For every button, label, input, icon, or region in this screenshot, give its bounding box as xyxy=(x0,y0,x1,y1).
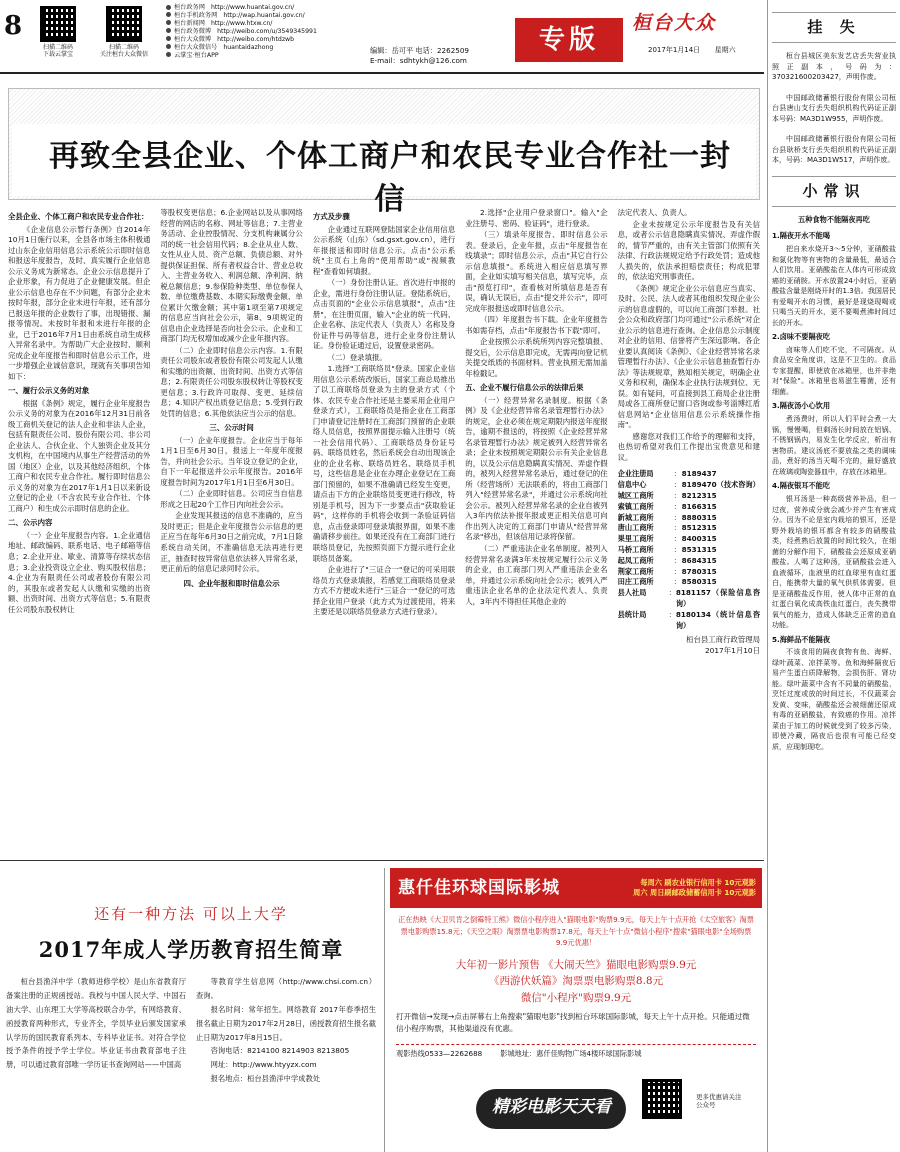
contact-label: 荆家工商所 xyxy=(617,566,654,576)
ad-website[interactable]: 网址：http://www.htyyzx.com xyxy=(210,1060,317,1070)
paragraph: （二）企业即时信息。公司应当自信息形成之日起20个工作日内向社会公示。 xyxy=(160,489,303,509)
cinema-hotline: 观影热线0533—2262688 xyxy=(396,1049,483,1058)
contact-sep: ： xyxy=(673,544,681,554)
paragraph: 企业未按规定公示年度报告及有关信息，或者公示信息隐瞒真实情况、弄虚作假的，情节严重的，由有关主管部门依照有关法律、行政法规规定给予行政处罚；造成他人损失的，依法承担赔偿责任；构成犯罪的，依法追究刑事责任。 xyxy=(617,219,761,282)
paragraph: 《企业信息公示暂行条例》自2014年10月1日施行以来，全县各市场主体积极通过山东企业信用信息公示系统公示即时信息和报送年度报告，及时、真实履行企业信息公示义务成为新常态。企业公示信息提升了企业形象，有力促进了企业健康发展。但企业公示信息也存在不少问题，有部分企业未按时年报，部分企业未进行年报，还有部分已报送年报的企业数行了事，出现错报、漏报等情况。未按时年报和未进行年报的企业，已于2016年7月1日由系统自动生成移入异常名录中。为帮助广大企业按时、顺利完成企业年度报告和即时信息公示工作，进一步增强企业诚信意识，现就有关事项告知如下： xyxy=(8,224,151,381)
contact-number: 8166315 xyxy=(681,501,717,511)
section-heading: 一、履行公示义务的对象 xyxy=(8,386,90,396)
contact-label: 田庄工商所 xyxy=(617,577,654,587)
ad-query-site[interactable]: 等教育学生信息网（http://www.chsi.com.cn）查询。 xyxy=(196,977,376,1000)
contact-sep: ： xyxy=(673,577,681,587)
article-column-2 xyxy=(160,208,302,850)
contact-row xyxy=(618,469,760,480)
paragraph: 企业进行了"三证合一"登记的可采用联络员方式登录填报，若感觉工商联络员登录方式不方便或未进行"三证合一"登记的可选择企业用户登录（此方式为过渡使用，将来主要还是以联络员登录方式进行登录）。 xyxy=(312,565,456,617)
ad-phone: 咨询电话：8214100 8214903 8213805 xyxy=(210,1046,350,1056)
masthead-logo: 桓台大众 xyxy=(632,12,717,34)
date: 2017年1月14日 xyxy=(648,46,701,54)
tips-title: 小常识 xyxy=(772,176,896,207)
lost-notice: 桓台县城区美东发艺店丢失营业执照正副本，号码为：370321600203427，声明作废。 xyxy=(772,52,896,82)
tip-paragraph: 卤味等人们吃不完，不可隔夜。从食品安全角度讲，这是不卫生的。食品专家提醒，即使放在冰箱里，也并非绝对"保险"。冰箱里也易滋生霉菌，还有细菌。 xyxy=(772,345,896,396)
editor-email: E-mail：sdhtykh@126.com xyxy=(370,55,467,65)
column-divider xyxy=(767,0,768,1152)
header-rule xyxy=(0,72,764,74)
cinema-promo xyxy=(633,878,762,898)
paragraph: 根据《条例》规定，履行企业年度报告公示义务的对象为在2016年12月31日前各级工商机关登记的法人企业和非法人企业，包括有限责任公司、股份有限公司、非公司企业法人、合伙企业、个人独资企业及其分支机构，在中国境内从事生产经营活动的外国（地区）企业，以及其他经济组织、个体工商户和农民专业合作社。履行即时信息公示义务的对象为在2017年1月1日以来新设立登记的企业（不含农民专业合作社、个体工商户）和生成公示即时信息的企业。 xyxy=(8,398,151,513)
website-row[interactable]: 桓台手机政务网 http://wap.huantai.gov.cn/ xyxy=(166,12,366,20)
contact-row xyxy=(618,577,760,588)
bullet-icon xyxy=(166,28,171,33)
contact-label: 信息中心 xyxy=(617,480,647,490)
qr-caption: 扫描二维码 下载云掌宝 xyxy=(42,44,73,59)
qr-caption: 更多优惠请关注公众号 xyxy=(696,1093,742,1110)
bullet-icon xyxy=(166,5,171,10)
contact-row xyxy=(618,480,760,491)
contact-sep: ： xyxy=(673,490,681,500)
paragraph: 企业按照公示系统所列内容完整填报、提交后，公示信息即完成，无需再向登记机关提交纸质的书面材料。营业执照无需加盖年检戳记。 xyxy=(465,337,608,378)
ad-divider xyxy=(384,868,385,1152)
contact-sep: ： xyxy=(673,480,681,490)
article-body xyxy=(8,208,760,850)
contact-row xyxy=(618,556,760,567)
contact-row xyxy=(618,545,760,556)
contact-sep: ： xyxy=(673,534,681,544)
article-title: 再致全县企业、个体工商户和农民专业合作社一封信 xyxy=(49,139,731,217)
contact-row xyxy=(618,502,760,513)
qr-caption: 扫描二维码 关注桓台大众微信 xyxy=(99,44,148,59)
website-row[interactable]: 桓台政务微博 http://weibo.com/u/3549345991 xyxy=(166,28,366,36)
article-column-3 xyxy=(313,208,455,850)
section-heading: 全县企业、个体工商户和农民专业合作社： xyxy=(8,212,149,221)
contact-row xyxy=(618,534,760,545)
weekday: 星期六 xyxy=(714,46,736,54)
lost-notice-title: 挂 失 xyxy=(772,12,896,43)
page-number: 8 xyxy=(0,0,26,52)
education-ad xyxy=(6,868,376,1152)
paragraph: 企业通过互联网登陆国家企业信用信息公示系统（山东）（sd.gsxt.gov.cn），进行年报报送和即时信息公示。点击"公示系统"主页右上角的"使用帮助"或"视频教程"查看如何填报。 xyxy=(312,224,456,276)
contact-label: 城区工商所 xyxy=(617,490,654,500)
contact-label: 企业注册局 xyxy=(617,469,654,479)
tip-heading: 2.卤味不要隔夜吃 xyxy=(772,332,831,342)
website-row[interactable]: 桓台新闻网 http://www.htxw.cn/ xyxy=(166,20,366,28)
paragraph: （一）企业年度报告内容。1.企业通信地址、邮政编码、联系电话、电子邮箱等信息；2.企业开业、歇业、清算等存续状态信息；3.企业投资设立企业、购买股权信息；4.企业为有限责任公司或者股份有限公司的，其股东或者发起人认缴和实缴的出资额、出资时间、出资方式等信息；5.有限责任公司股东股权转让 xyxy=(8,530,151,614)
paragraph: 《条例》规定企业公示信息应当真实、及时。公民、法人或者其他组织发现企业公示的信息虚假的，可以向工商部门举报。社会公众和政府部门均可通过"公示系统"对企业公示的信息进行查询。企业信息公示制度对企业的信用、信誉将产生深远影响。各企业要认真阅读《条例》、《企业经营异常名录管理暂行办法》、《企业公示信息抽查暂行办法》等法规规章，熟知相关规定，明确企业义务和权利，确保本企业执行法规到位、无误。如有疑问，可直接到县工商局企业注册局或各工商所登记窗口咨询或参考淄博红盾信息网站"企业信用信息公示系统操作指南"。 xyxy=(617,283,761,430)
presale-line: 大年初一影片预售 《大闹天竺》猫眼电影购票9.9元 xyxy=(455,958,697,971)
section-heading: 二、公示内容 xyxy=(8,518,53,528)
tip-paragraph: 银耳汤是一种高级营养补品，但一过夜，营养成分就会减少并产生有害成分。因为不论是室内栽培的银耳，还是野外栽培的银耳都含有较多的硝酸盐类，经煮熟后放置的时间比较久，在细菌的分解作用下，硝酸盐会还原成亚硝酸盐。人喝了这种汤，亚硝酸盐会进入血液循环，血液里的红血球里有血红蛋白，能携带大量的氧气供机体需要。但是亚硝酸盐反作用，使人体中正常的血红蛋白氧化成高铁血红蛋白，丧失携带氧气的能力，造成人体缺乏正常的造血功能。 xyxy=(772,495,896,629)
qr-icon xyxy=(642,1079,682,1119)
cinema-footer xyxy=(396,1044,756,1148)
signoff-date: 2017年1月10日 xyxy=(704,645,761,655)
contact-label: 唐山工商所 xyxy=(617,523,654,533)
contact-sep: ： xyxy=(673,523,681,533)
section-banner: 专版 xyxy=(515,18,623,62)
contact-number: 8531315 xyxy=(681,544,717,554)
contact-label: 县统计局 xyxy=(617,609,647,619)
qr-icon xyxy=(40,6,76,42)
website-row[interactable]: 桓台大众微信号 huantaidazhong xyxy=(166,44,366,52)
promo-line: 每周六 刷农业银行信用卡 10元观影 xyxy=(640,877,756,887)
paragraph: （二）严重违法企业名单制度。被列入经营异常名录满3年未按规定履行公示义务的企业，由工商部门列入严重违法企业名单，并通过公示系统向社会公示；被列入严重违法企业名单的企业法定代表人、负责人，3年内不得担任其他企业的 xyxy=(465,543,608,606)
ad-slogan: 还有一种方法 可以上大学 xyxy=(94,905,288,923)
paragraph: （二）登录填报。 xyxy=(327,352,387,362)
promo-line: 周六 周日刷邮政储蓄信用卡 10元观影 xyxy=(633,888,756,897)
article-column-5 xyxy=(618,208,760,850)
presale-line: 《西游伏妖篇》淘票票电影购票8.8元 xyxy=(488,975,664,988)
contact-sep: ： xyxy=(673,469,681,479)
contact-number: 8212315 xyxy=(681,490,717,500)
contact-number: 8189470（技术咨询） xyxy=(681,480,760,490)
bullet-icon xyxy=(166,12,171,17)
contact-label: 县人社局 xyxy=(617,588,647,598)
paragraph: （一）经营异常名录制度。根据《条例》及《企业经营异常名录管理暂行办法》的规定，企业必须在规定期限内报送年度报告，逾期不报送的，将按照《企业经营异常名录管理暂行办法》规定被列入经营异常名录；企业未按照规定期限公示有关企业信息的，以及公示信息隐瞒真实情况、弄虚作假的，被列入经营异常名录后，通过登记的住所（经营场所）无法联系的，将由工商部门列入"经营异常名录"，并通过公示系统向社会公示。被列入经营异常名录的企业自被列入3年内依法补报年报或更正相关信息可向作出列入决定的工商部门申请从"经营异常名录"移出，但该信用记录将保留。 xyxy=(465,395,608,542)
ad-address: 报名地点：桓台县渔洋中学成教处 xyxy=(210,1074,321,1084)
paragraph: 2.选择"企业用户登录窗口"。输入"企业注册号、密码、验证码"，进行登录。 xyxy=(465,208,608,228)
section-heading: 五、企业不履行信息公示的法律后果 xyxy=(465,383,584,393)
editor-info xyxy=(370,46,469,65)
contact-sep: ： xyxy=(673,512,681,522)
contact-number: 8189437 xyxy=(681,469,717,479)
bullet-icon xyxy=(166,52,171,57)
cinema-qr[interactable] xyxy=(642,1079,690,1127)
paragraph: 感谢您对我们工作给予的理解和支持，也热切希望对我们工作提出宝贵意见和建议。 xyxy=(617,431,761,462)
contact-sep: ： xyxy=(673,566,681,576)
cinema-header xyxy=(390,868,762,908)
article-column-4 xyxy=(465,208,607,850)
contact-sep: ： xyxy=(668,588,676,598)
tip-heading: 4.隔夜银耳不能吃 xyxy=(772,481,831,491)
contact-number: 8400315 xyxy=(681,534,717,544)
contact-row xyxy=(618,588,760,610)
cinema-ad xyxy=(390,868,762,1152)
paragraph: （三）填录年度报告、即时信息公示表。登录后，企业年报，点击"年度报告在线填录"；即时信息公示，点击"其它自行公示信息填报"。系统进入相应信息填写界面，企业如实填写相关信息，填写完毕，点击"预览打印"，查看核对所填信息是否有误，确认无误后，点击"提交并公示"，即可完成年报报送或即时信息公示。 xyxy=(465,230,608,313)
qr-code-wechat[interactable] xyxy=(96,6,152,58)
tips-list xyxy=(772,231,896,752)
qr-icon xyxy=(106,6,142,42)
contact-label: 马桥工商所 xyxy=(617,544,654,554)
presale-line: 微信"小程序"购票9.9元 xyxy=(520,992,632,1005)
section-heading: 四、企业年报和即时信息公示 xyxy=(183,578,280,588)
website-row[interactable]: 桓台政务网 http://www.huantai.gov.cn/ xyxy=(166,4,366,12)
paragraph: 1.选择"工商联络员"登录。国家企业信用信息公示系统改版后，国家工商总局推出了以工商联络员登录为主的登录方式（个体、农民专业合作社还是主要采用企业用户登录方式），工商联络员是指企业在工商部门申请登记注册时在工商部门预留的企业联络人员信息，按照界面提示输入注册号（统一社会信用代码）、工商联络员身份证号码、联络员姓名，然后系统会自动出现该企业的企业名称、联络员姓名、联络员手机号，这些信息是企业在办理企业登记在工商部门预留的，如果不准确请已经发生变更，请点击下方的企业联络员变更进行修改，特别是手机号，因为下一步要点击"获取验证码"，这样你的手机将会收到一条验证码信息，点击登录即可登录填报界面，如果不准确请移步前往。如果还没有在工商部门进行联络员登记，先按照页面下方提示进行企业联络员备案。 xyxy=(312,364,456,563)
lost-notices xyxy=(772,51,896,166)
contact-number: 8684315 xyxy=(681,555,717,565)
contact-label: 索镇工商所 xyxy=(617,501,654,511)
tip-paragraph: 不该食用的隔夜食物有鱼、海鲜、绿叶蔬菜、凉拌菜等。鱼和海鲜隔夜后易产生蛋白质降解物，会损伤肝、肾功能。绿叶蔬菜中含有不同量的硝酸盐，烹饪过度或放的时间过长，不仅蔬菜会发黄、变味，硝酸盐还会被细菌还原成有毒的亚硝酸盐，有致癌的作用。凉拌菜由于加工的时候就受到了较多污染，即使冷藏，隔夜后也很有可能已经变质，应现制现吃。 xyxy=(772,648,896,751)
contact-row xyxy=(618,491,760,502)
bullet-icon xyxy=(166,44,171,49)
contact-sep: ： xyxy=(673,555,681,565)
tip-paragraph: 把自来水烧开3～5分钟，亚硝酸盐和氯化物等有害物的含量最低，最适合人们饮用。亚硝酸盐在人体内可形成致癌的亚硝胺。开水放置24小时后，亚硝酸盐含量是刚烧开时的1.3倍。我国居民有爱喝开水的习惯，最好是现烧现喝或只喝当天的开水，更不要喝煮沸时间过长的开水。 xyxy=(772,245,896,327)
editor-line: 编辑：岳可平 电话：2262509 xyxy=(370,46,469,55)
contact-number: 8180134（统计信息咨询） xyxy=(675,609,761,630)
qr-code-download[interactable] xyxy=(30,6,86,58)
contact-sep: ： xyxy=(673,501,681,511)
cinema-address: 影城地址：惠仟佳购物广场4楼环球国际影城 xyxy=(500,1049,642,1058)
signoff-org: 桓台县工商行政管理局 xyxy=(686,635,761,645)
cinema-slogan: 精彩电影天天看 xyxy=(492,1097,611,1117)
lost-notice: 中国邮政储蓄银行股份有限公司桓台县唐山支行丢失组织机构代码证正副本号码：MA3D1W955，声明作废。 xyxy=(772,93,896,123)
bullet-icon xyxy=(166,36,171,41)
section-heading: 三、公示时间 xyxy=(209,423,254,433)
contact-row xyxy=(618,610,760,632)
paragraph: 法定代表人、负责人。 xyxy=(617,208,692,217)
contact-number: 8512315 xyxy=(681,523,717,533)
tip-heading: 1.隔夜开水不能喝 xyxy=(772,231,831,241)
contact-number: 8181157（保险信息咨询） xyxy=(675,588,761,608)
tip-heading: 5.海鲜品不能隔夜 xyxy=(772,634,831,644)
contact-sep: ： xyxy=(668,609,676,619)
cinema-howto: 打开微信→发现→点击屏幕右上角搜索"猫眼电影"找到桓台环球国际影城，每天上午十点开抢。只能通过微信小程序购票，其他渠道没有优惠。 xyxy=(396,1011,750,1034)
contact-label: 果里工商所 xyxy=(617,534,654,544)
bullet-icon xyxy=(166,20,171,25)
tip-paragraph: 煮汤费时，所以人们平时会煮一大锅，慢慢喝，但剩汤长时间放在铝锅、不锈钢锅内，易发生化学反应，析出有害物质。建议汤底不要放盐之类的调味品，煮好的汤当天喝不完的，最好盛放在玻璃或陶瓷器皿中，存放在冰箱里。 xyxy=(772,415,896,476)
contact-row xyxy=(618,567,760,578)
website-list xyxy=(166,4,366,60)
contact-number: 8880315 xyxy=(681,512,717,522)
sidebar xyxy=(772,12,896,754)
paragraph: 等股权变更信息；6.企业网站以及从事网络经营的网店的名称、网址等信息；7.主营业务活动、企业控股情况、分支机构兼属分公司的统一社会信用代码；8.企业从业人数、女性从业人员、资产总额、负债总额、对外提供保证担保、所有者权益合计、营业总收入、主营业务收入、利润总额、净利润、纳税总额信息；9.参保险种类型、单位参保人数、单位缴费基数、本期实际缴费金额、单位累计欠缴金额；其中第1项至第7项规定的信息应当向社会公示，第8、9项规定的信息由企业选择是否向社会公示。企业和工商部门均无权增加或减少企业年报内容。 xyxy=(160,208,303,344)
contact-row xyxy=(618,523,760,534)
contact-label: 起凤工商所 xyxy=(617,555,654,565)
cinema-name: 惠仟佳环球国际影城 xyxy=(398,877,560,898)
paragraph: （一）企业年度报告。企业应当于每年1月1日至6月30日，报送上一年度年度报告，并向社会公示。当年设立登记的企业，自下一年起报送并公示年度报告。2016年度报告时间为2017年1月1日至6月30日。 xyxy=(160,435,303,487)
ad-title: 2017年成人学历教育招生简章 xyxy=(38,937,344,963)
website-row[interactable]: 桓台大众微博 http://weibo.com/htdzwb xyxy=(166,36,366,44)
section-heading: 方式及步骤 xyxy=(312,212,350,221)
tip-heading: 3.隔夜汤小心饮用 xyxy=(772,401,831,411)
contact-row xyxy=(618,513,760,524)
paragraph: （四）年度报告书下载。企业年度报告书如需存档，点击"年度报告书下载"即可。 xyxy=(465,315,608,335)
article-column-1 xyxy=(8,208,150,850)
tips-subtitle: 五种食物不能隔夜再吃 xyxy=(798,215,870,225)
issue-date xyxy=(648,46,736,55)
website-row[interactable]: 云掌宝·桓台APP xyxy=(166,52,366,60)
paragraph: （二）企业即时信息公示内容。1.有限责任公司股东或者股份有限公司发起人认缴和实缴的出资额、出资时间、出资方式等信息；2.有限责任公司股东股权转让等股权变更信息；3.行政许可取得、变更、延续信息；4.知识产权出质登记信息；5.受到行政处罚的信息；6.其他依法应当公示的信息。 xyxy=(160,345,303,418)
contact-number: 8780315 xyxy=(681,566,717,576)
ad-intro: 桓台县渔洋中学（教师进修学校）是山东省教育厅备案注册的正规函授站。我校与中国人民大学、中国石油大学、山东理工大学等高校联合办学，有网络教育、函授教育两种形式，专业齐全，学员毕业后颁发国家承认学历的国民教育系列本、专科毕业证书。对符合学位授予条件的授予学士学位。毕业证书由教育部电子注册，可以通过教育部唯一学历证书查询网站——中国高 xyxy=(6,977,186,1070)
ad-time: 报名时间：常年招生。网络教育 2017年春季招生报名截止日期为2017年2月28日，函授教育招生报名截止日期为2017年8月15日。 xyxy=(196,1004,376,1042)
cinema-now-showing: 正在热映《大卫贝肯之倒霉特工熊》微信小程序进入"猫眼电影"购票9.9元，每天上午十点开抢《太空旅客》淘票票电影购票15.8元；《天空之眼》淘票票电影购票17.8元，每天上午十点"微信小程序"搜索"猫眼电影"全场购票9.9元优惠！ xyxy=(398,915,754,948)
contact-label: 新城工商所 xyxy=(617,512,654,522)
lost-notice: 中国邮政储蓄银行股份有限公司桓台县耿桥支行丢失组织机构代码证正副本，号码：MA3D1W517，声明作废。 xyxy=(772,135,896,165)
paragraph: 企业发现其报送的信息不准确的，应当及时更正；但是企业年度报告公示信息的更正应当在每年6月30日之前完成，7月1日除系统自动关闭，不准确信息无法再进行更正，抽查时按异常信息依法移入异常名录，更正前后的信息记录同时公示。 xyxy=(160,511,303,574)
paragraph: （一）身份注册认证。首次进行申报的企业，需进行身份注册认证。登陆系统后，点击页面的"企业公示信息填报"，点击"注册"，在注册页面，输入"企业的统一代码、企业名称、法定代表人（负责人）名称及身份证件号码等信息，进行企业身份注册认证。身份验证通过后，设置登录密码。 xyxy=(312,278,456,351)
contact-list xyxy=(618,469,760,631)
section-rule xyxy=(0,860,764,861)
contact-number: 8580315 xyxy=(681,577,717,587)
